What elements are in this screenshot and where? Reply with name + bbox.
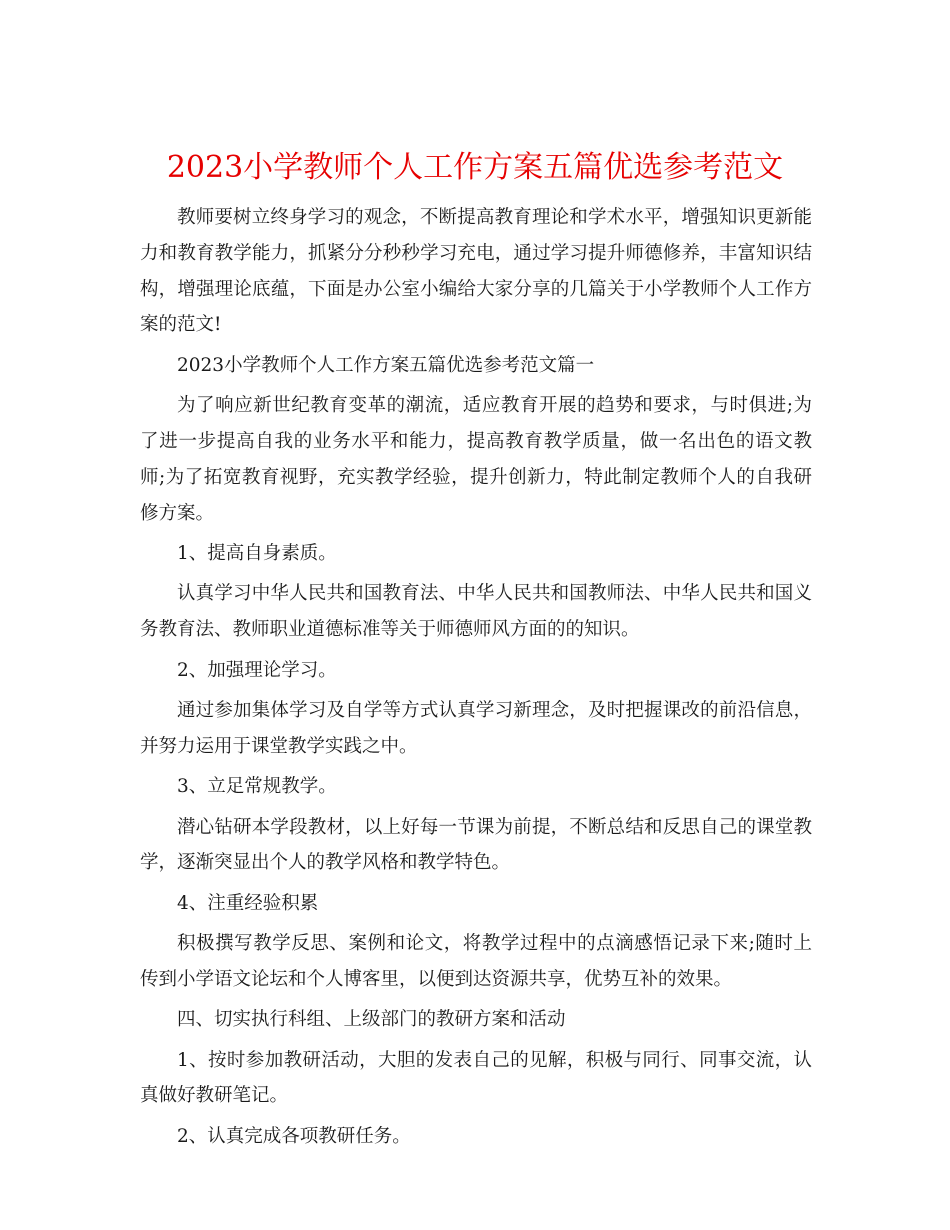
- item-heading-2: 2、加强理论学习。: [177, 659, 337, 681]
- intro-paragraph: 教师要树立终身学习的观念，不断提高教育理论和学术水平，增强知识更新能力和教育教学能力，抓紧分分秒秒学习充电，通过学习提升师德修养，丰富知识结构，增强理论底蕴，下面是办公室小编给大家分享的几篇关于小学教师个人工作方案的范文!: [140, 207, 812, 336]
- item-text-4: 积极撰写教学反思、案例和论文，将教学过程中的点滴感悟记录下来;随时上传到小学语文论坛和个人博客里，以便到达资源共享，优势互补的效果。: [140, 933, 812, 990]
- item-text-3: 潜心钻研本学段教材，以上好每一节课为前提，不断总结和反思自己的课堂教学，逐渐突显出个人的教学风格和教学特色。: [140, 816, 812, 874]
- document-body: [140, 200, 812, 1159]
- document-title: 2023小学教师个人工作方案五篇优选参考范文: [166, 150, 784, 186]
- item-heading-4: 4、注重经验积累: [177, 892, 319, 914]
- research-item-1: 1、按时参加教研活动，大胆的发表自己的见解，积极与同行、同事交流，认真做好教研笔记。: [140, 1049, 812, 1107]
- purpose-paragraph: 为了响应新世纪教育变革的潮流，适应教育开展的趋势和要求，与时俱进;为了进一步提高自我的业务水平和能力，提高教育教学质量，做一名出色的语文教师;为了拓宽教育视野，充实教学经验，提升创新力，特此制定教师个人的自我研修方案。: [140, 395, 812, 524]
- section-heading-part-one: 2023小学教师个人工作方案五篇优选参考范文篇一: [177, 354, 595, 376]
- research-item-2: 2、认真完成各项教研任务。: [177, 1125, 411, 1147]
- item-heading-3: 3、立足常规教学。: [177, 776, 337, 798]
- item-heading-1: 1、提高自身素质。: [177, 542, 337, 564]
- section-heading-four: 四、切实执行科组、上级部门的教研方案和活动: [177, 1009, 566, 1031]
- item-text-1: 认真学习中华人民共和国教育法、中华人民共和国教师法、中华人民共和国义务教育法、教师职业道德标准等关于师德师风方面的的知识。: [140, 583, 812, 641]
- item-text-2: 通过参加集体学习及自学等方式认真学习新理念，及时把握课改的前沿信息，并努力运用于课堂教学实践之中。: [140, 699, 812, 757]
